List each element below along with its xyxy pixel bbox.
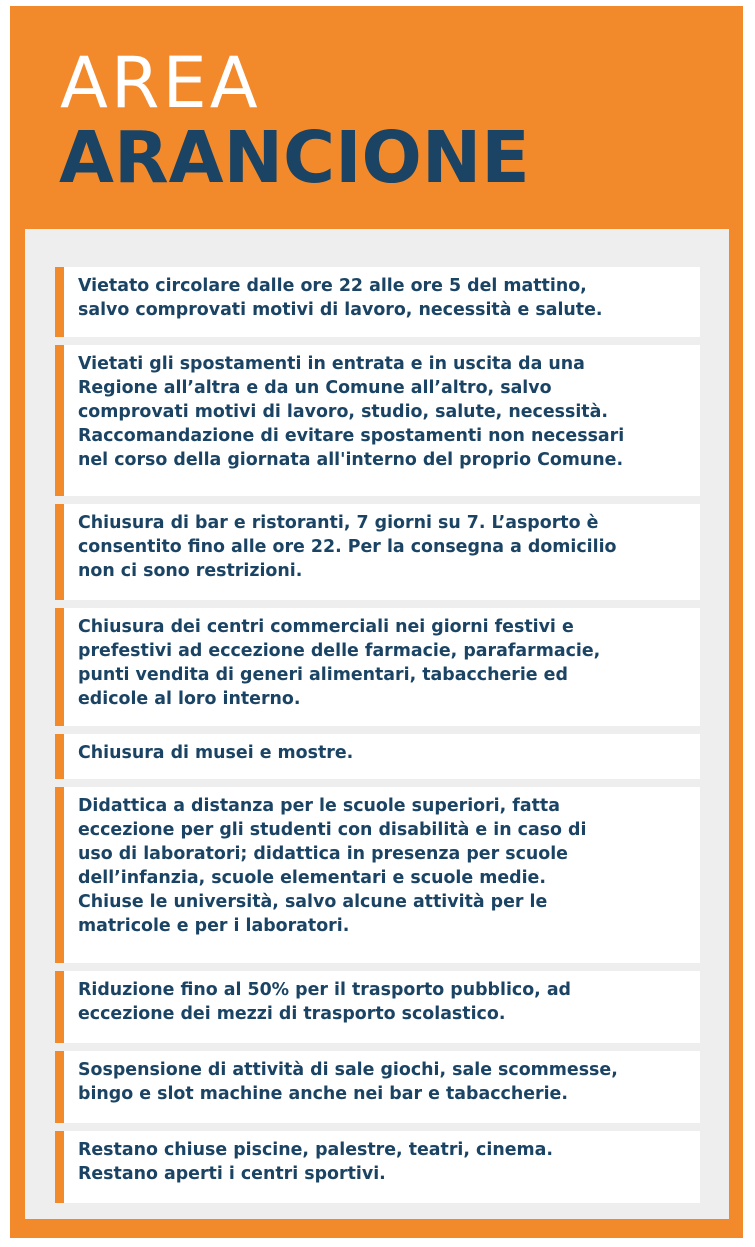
rule-sports: Restano chiuse piscine, palestre, teatri, cinema. Restano aperti i centri sportivi. (55, 1131, 700, 1203)
rules-panel (25, 229, 729, 1219)
title-arancione: ARANCIONE (59, 116, 530, 199)
orange-frame (10, 6, 743, 1238)
rule-shopping-centers: Chiusura dei centri commerciali nei giorni festivi e prefestivi ad eccezione delle farmacie, parafarmacie, punti vendita di generi alimentari, tabaccherie ed edicole al loro interno. (55, 608, 700, 726)
title-area: AREA (60, 42, 261, 124)
rule-museums: Chiusura di musei e mostre. (55, 734, 700, 779)
rule-bars-restaurants: Chiusura di bar e ristoranti, 7 giorni su 7. L’asporto è consentito fino alle ore 22. Per la consegna a domicilio non ci sono restrizioni. (55, 504, 700, 600)
rule-gaming: Sospensione di attività di sale giochi, sale scommesse, bingo e slot machine anche nei bar e tabaccherie. (55, 1051, 700, 1123)
rule-public-transport: Riduzione fino al 50% per il trasporto pubblico, ad eccezione dei mezzi di trasporto scolastico. (55, 971, 700, 1043)
rule-schools: Didattica a distanza per le scuole superiori, fatta eccezione per gli studenti con disabilità e in caso di uso di laboratori; didattica in presenza per scuole dell’infanzia, scuole elementari e scuole medie. Chiuse le università, salvo alcune attività per le matricole e per i laboratori. (55, 787, 700, 963)
rule-curfew: Vietato circolare dalle ore 22 alle ore 5 del mattino, salvo comprovati motivi di lavoro, necessità e salute. (55, 267, 700, 337)
rule-travel: Vietati gli spostamenti in entrata e in uscita da una Regione all’altra e da un Comune all’altro, salvo comprovati motivi di lavoro, studio, salute, necessità. Raccomandazione di evitare spostamenti non necessari nel corso della giornata all'interno del proprio Comune. (55, 345, 700, 496)
